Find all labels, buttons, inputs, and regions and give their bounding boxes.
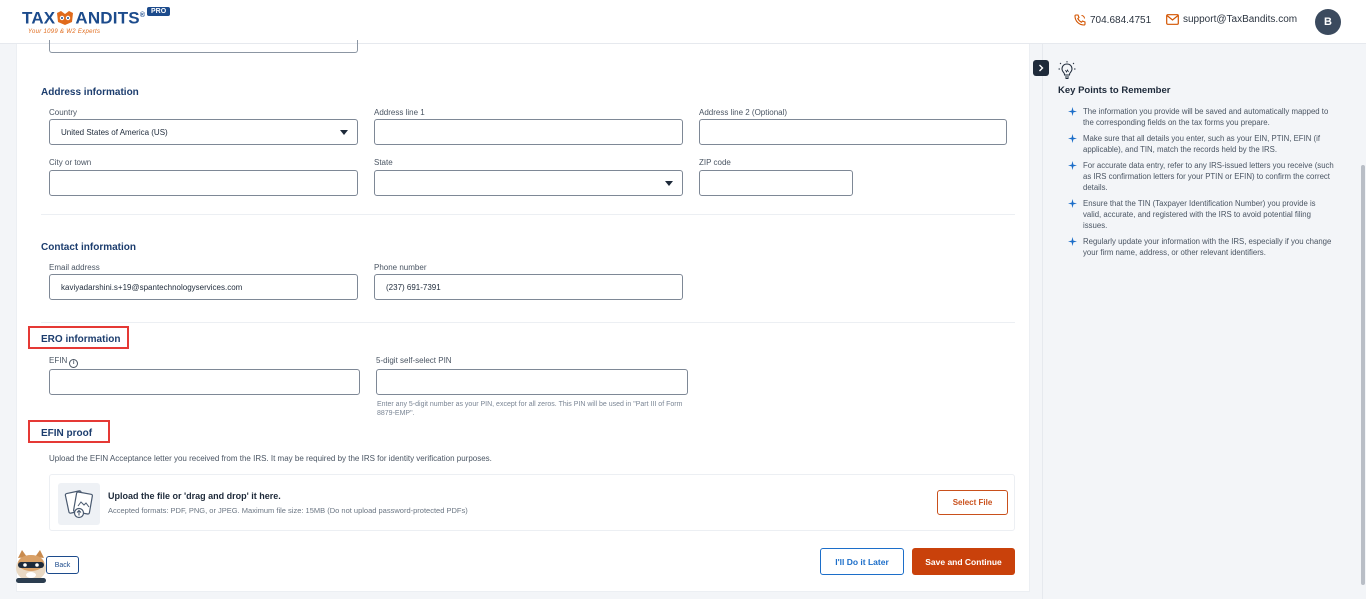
- logo-wordmark: [22, 6, 145, 29]
- chevron-right-icon: [1037, 64, 1045, 72]
- upload-illustration: [58, 483, 100, 525]
- efin-proof-section-title: EFIN proof: [41, 428, 93, 439]
- chevron-down-icon: [340, 130, 348, 135]
- efin-label: [49, 356, 78, 368]
- owl-mask-icon: [55, 10, 75, 26]
- key-point-item: [1068, 198, 1334, 231]
- phone-icon: [1074, 14, 1086, 26]
- email-label: Email address: [49, 263, 100, 272]
- key-point-text: Ensure that the TIN (Taxpayer Identification Number) you provide is valid, accurate, and registered with the IRS to avoid potential filing issues.: [1083, 199, 1316, 230]
- key-point-text: Make sure that all details you enter, such as your EIN, PTIN, EFIN (if applicable), and TIN, match the records held by the IRS.: [1083, 134, 1321, 154]
- logo-registered-mark: ®: [139, 12, 146, 19]
- lightbulb-icon: [1058, 60, 1076, 80]
- sparkle-icon: [1068, 134, 1077, 143]
- zip-label: ZIP code: [699, 158, 731, 167]
- panel-scrollbar[interactable]: [1361, 165, 1365, 585]
- address-line1-input[interactable]: [374, 119, 683, 145]
- key-points-title: Key Points to Remember: [1058, 85, 1171, 96]
- section-divider: [41, 322, 1015, 323]
- support-email[interactable]: [1166, 14, 1297, 25]
- key-point-item: [1068, 106, 1334, 128]
- country-label: Country: [49, 108, 78, 117]
- contact-section-title: Contact information: [41, 242, 136, 253]
- key-point-item: [1068, 133, 1334, 155]
- key-point-text: Regularly update your information with the IRS, especially if you change your firm name, address, or other relevant identifiers.: [1083, 237, 1332, 257]
- sparkle-icon: [1068, 161, 1077, 170]
- logo-tax-text: TAX: [22, 8, 56, 28]
- zip-input[interactable]: [699, 170, 853, 196]
- upload-formats-text: Accepted formats: PDF, PNG, or JPEG. Maximum file size: 15MB (Do not upload password-protected PDFs): [108, 506, 468, 515]
- mail-icon: [1166, 14, 1179, 25]
- pin-hint: Enter any 5-digit number as your PIN, except for all zeros. This PIN will be used in "Part III of Form 8879-EMP".: [377, 401, 683, 417]
- efin-input[interactable]: [49, 369, 360, 395]
- partial-field-above[interactable]: [49, 40, 358, 53]
- address-section-title: Address information: [41, 87, 139, 98]
- sparkle-icon: [1068, 199, 1077, 208]
- select-file-button[interactable]: Select File: [937, 490, 1008, 515]
- address-line1-label: Address line 1: [374, 108, 425, 117]
- key-point-text: For accurate data entry, refer to any IRS-issued letters you receive (such as IRS confirmation letters for your PTIN or EFIN) to confirm the correct details.: [1083, 161, 1334, 192]
- state-label: State: [374, 158, 393, 167]
- file-upload-dropzone[interactable]: [49, 474, 1015, 531]
- taxbandits-logo[interactable]: [22, 6, 167, 38]
- chevron-down-icon: [665, 181, 673, 186]
- address-line2-label: Address line 2 (Optional): [699, 108, 788, 117]
- ero-section-title: ERO information: [41, 334, 121, 345]
- key-point-item: [1068, 160, 1334, 193]
- country-select[interactable]: [49, 119, 358, 145]
- user-avatar[interactable]: B: [1315, 9, 1341, 35]
- state-select[interactable]: [374, 170, 683, 196]
- email-text: support@TaxBandits.com: [1183, 14, 1298, 25]
- collapse-panel-button[interactable]: [1033, 60, 1049, 76]
- support-phone[interactable]: [1074, 14, 1151, 26]
- file-upload-icon: [63, 489, 95, 519]
- save-and-continue-button[interactable]: Save and Continue: [912, 548, 1015, 575]
- top-header: [0, 0, 1366, 44]
- sparkle-icon: [1068, 237, 1077, 246]
- pin-input[interactable]: [376, 369, 688, 395]
- country-value: United States of America (US): [61, 127, 168, 137]
- mascot-chat-icon[interactable]: [12, 548, 50, 584]
- key-point-text: The information you provide will be saved and automatically mapped to the corresponding fields on the tax forms you prepare.: [1083, 107, 1329, 127]
- city-input[interactable]: [49, 170, 358, 196]
- sparkle-icon: [1068, 107, 1077, 116]
- phone-number-text: 704.684.4751: [1090, 14, 1152, 26]
- phone-input[interactable]: (237) 691-7391: [374, 274, 683, 300]
- logo-bandits-text: ANDITS: [75, 8, 140, 28]
- city-label: City or town: [49, 158, 92, 167]
- logo-tagline: Your 1099 & W2 Experts: [28, 28, 101, 35]
- key-points-list: [1068, 106, 1334, 263]
- back-button[interactable]: Back: [46, 556, 79, 574]
- efin-proof-description: Upload the EFIN Acceptance letter you received from the IRS. It may be required by the IRS for identity verification purposes.: [49, 454, 492, 463]
- main-form-card: [16, 44, 1030, 592]
- upload-title: Upload the file or 'drag and drop' it here.: [108, 491, 281, 501]
- address-line2-input[interactable]: [699, 119, 1007, 145]
- info-icon[interactable]: i: [69, 359, 78, 368]
- pro-badge: PRO: [147, 7, 170, 16]
- efin-label-text: EFIN: [49, 356, 68, 365]
- email-input[interactable]: kaviyadarshini.s+19@spantechnologyservices.com: [49, 274, 358, 300]
- phone-label: Phone number: [374, 263, 427, 272]
- do-it-later-button[interactable]: I'll Do it Later: [820, 548, 904, 575]
- section-divider: [41, 214, 1015, 215]
- pin-label: 5-digit self-select PIN: [376, 356, 452, 365]
- key-point-item: [1068, 236, 1334, 258]
